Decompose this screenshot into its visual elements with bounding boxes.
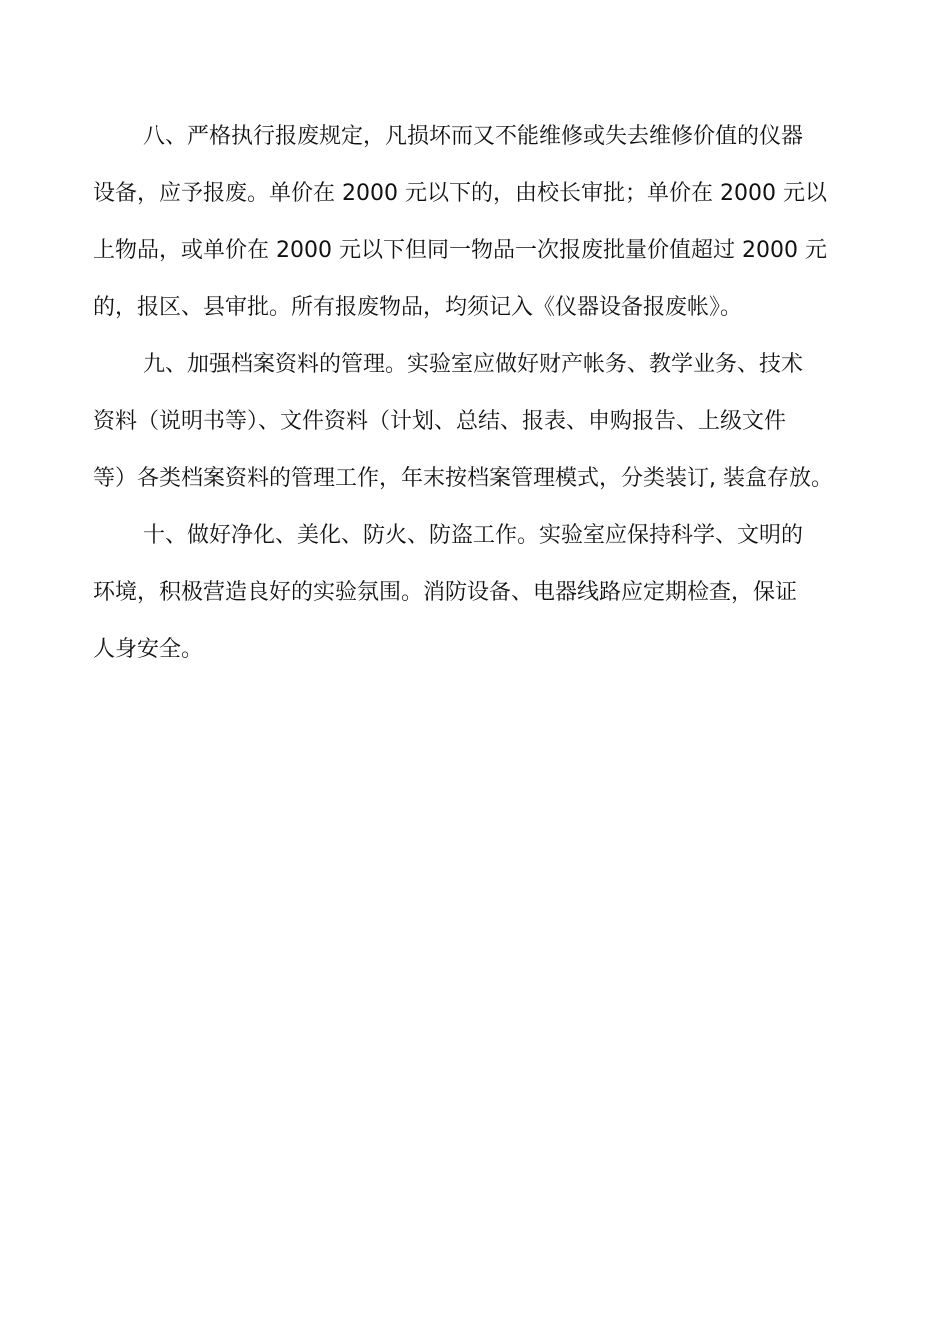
paragraph-line: 等）各类档案资料的管理工作，年末按档案管理模式，分类装订, 装盒存放。 <box>93 466 833 491</box>
paragraph-line: 设备，应予报废。单价在 2000 元以下的，由校长审批；单价在 2000 元以 <box>93 181 827 206</box>
paragraph-line: 上物品，或单价在 2000 元以下但同一物品一次报废批量价值超过 2000 元 <box>93 238 827 263</box>
paragraph-line: 人身安全。 <box>93 637 204 662</box>
paragraph-nine <box>93 336 868 507</box>
paragraph-line: 资料（说明书等）、文件资料（计划、总结、报表、申购报告、上级文件 <box>93 409 787 434</box>
paragraph-line: 九、加强档案资料的管理。实验室应做好财产帐务、教学业务、技术 <box>143 352 804 377</box>
paragraph-eight <box>93 108 868 336</box>
paragraph-ten <box>93 507 868 678</box>
paragraph-line: 环境，积极营造良好的实验氛围。消防设备、电器线路应定期检查，保证 <box>93 580 798 605</box>
paragraph-line: 的，报区、县审批。所有报废物品，均须记入《仪器设备报废帐》。 <box>93 295 743 320</box>
paragraph-line: 八、严格执行报废规定，凡损坏而又不能维修或失去维修价值的仪器 <box>143 124 804 149</box>
document-body <box>93 108 868 678</box>
paragraph-line: 十、做好净化、美化、防火、防盗工作。实验室应保持科学、文明的 <box>143 523 804 548</box>
